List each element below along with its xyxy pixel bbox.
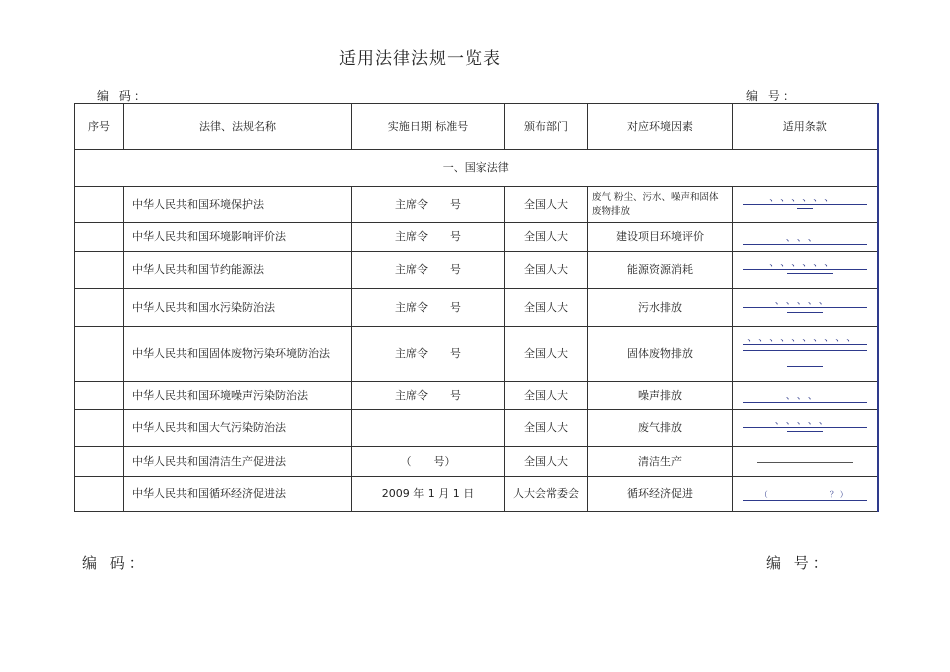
law-name: 中华人民共和国大气污染防治法: [124, 410, 352, 447]
law-clause: [733, 447, 878, 477]
law-clause: [733, 223, 878, 252]
clause-underline: [787, 431, 823, 432]
law-name: 中华人民共和国环境保护法: [124, 187, 352, 223]
table-row: [75, 410, 878, 447]
row-index: [75, 477, 124, 512]
clause-marks: 、、、、、: [743, 297, 867, 308]
col-factor-header: 对应环境因素: [588, 104, 733, 150]
law-clause: [733, 252, 878, 289]
law-table: [74, 103, 879, 512]
header-number-label: 编 号：: [746, 89, 798, 103]
law-factor: 循环经济促进: [588, 477, 733, 512]
law-clause: [733, 289, 878, 327]
col-index-header: 序号: [75, 104, 124, 150]
law-name: 中华人民共和国固体废物污染环境防治法: [124, 327, 352, 382]
table-row: [75, 382, 878, 410]
law-date: 2009 年 1 月 1 日: [352, 477, 505, 512]
clause-marks: 、、、、、、: [743, 194, 867, 205]
law-name: 中华人民共和国清洁生产促进法: [124, 447, 352, 477]
clause-underline: [757, 462, 853, 463]
law-name: 中华人民共和国环境噪声污染防治法: [124, 382, 352, 410]
law-dept: 全国人大: [505, 382, 588, 410]
law-clause: [733, 187, 878, 223]
col-date-header: 实施日期 标准号: [352, 104, 505, 150]
clause-underline: [787, 312, 823, 313]
law-date: 主席令 号: [352, 382, 505, 410]
law-dept: 全国人大: [505, 327, 588, 382]
law-name: 中华人民共和国节约能源法: [124, 252, 352, 289]
table-row: [75, 447, 878, 477]
table-row: [75, 252, 878, 289]
section-title: 一、国家法律: [75, 150, 878, 187]
law-dept: 全国人大: [505, 252, 588, 289]
law-date: （ 号）: [352, 447, 505, 477]
law-factor: 清洁生产: [588, 447, 733, 477]
law-factor: 建设项目环境评价: [588, 223, 733, 252]
table-row: [75, 187, 878, 223]
row-index: [75, 410, 124, 447]
law-dept: 全国人大: [505, 223, 588, 252]
section-row: [75, 150, 878, 187]
row-index: [75, 327, 124, 382]
law-date: 主席令 号: [352, 327, 505, 382]
law-date: 主席令 号: [352, 223, 505, 252]
law-date: 主席令 号: [352, 252, 505, 289]
col-name-header: 法律、法规名称: [124, 104, 352, 150]
clause-underline: [797, 208, 813, 209]
law-name: 中华人民共和国循环经济促进法: [124, 477, 352, 512]
law-dept: 全国人大: [505, 187, 588, 223]
law-clause: [733, 477, 878, 512]
law-name: 中华人民共和国环境影响评价法: [124, 223, 352, 252]
law-dept: 人大会常委会: [505, 477, 588, 512]
law-name: 中华人民共和国水污染防治法: [124, 289, 352, 327]
table-row: [75, 477, 878, 512]
row-index: [75, 382, 124, 410]
law-date: 主席令 号: [352, 187, 505, 223]
law-factor: 废气排放: [588, 410, 733, 447]
row-index: [75, 252, 124, 289]
clause-marks: 、、、、、、: [743, 259, 867, 270]
law-factor: 固体废物排放: [588, 327, 733, 382]
law-clause: [733, 327, 878, 382]
row-index: [75, 447, 124, 477]
law-factor: 能源资源消耗: [588, 252, 733, 289]
table-row: [75, 327, 878, 382]
row-index: [75, 289, 124, 327]
footer-number-label: 编 号：: [766, 554, 832, 572]
law-date: [352, 410, 505, 447]
law-factor: 废气 粉尘、污水、噪声和固体废物排放: [588, 187, 733, 223]
clause-underline: [743, 350, 867, 351]
row-index: [75, 187, 124, 223]
clause-underline: [787, 273, 833, 274]
clause-marks: 、、、、、、、、、、: [743, 334, 867, 345]
col-dept-header: 颁布部门: [505, 104, 588, 150]
clause-marks: 、、、: [743, 234, 867, 245]
law-factor: 污水排放: [588, 289, 733, 327]
law-dept: 全国人大: [505, 447, 588, 477]
clause-underline: [787, 366, 823, 367]
table-row: [75, 289, 878, 327]
page-title: 适用法律法规一览表: [339, 49, 501, 69]
col-clause-header: 适用条款: [733, 104, 878, 150]
table-header-row: [75, 104, 878, 150]
law-factor: 噪声排放: [588, 382, 733, 410]
footer-code-label: 编 码：: [82, 554, 148, 572]
clause-marks: （ ？）: [743, 490, 867, 501]
law-date: 主席令 号: [352, 289, 505, 327]
law-dept: 全国人大: [505, 289, 588, 327]
row-index: [75, 223, 124, 252]
law-clause: [733, 410, 878, 447]
header-code-label: 编 码：: [97, 89, 149, 103]
clause-marks: 、、、、、: [743, 417, 867, 428]
law-clause: [733, 382, 878, 410]
law-dept: 全国人大: [505, 410, 588, 447]
clause-marks: 、、、: [743, 392, 867, 403]
table-row: [75, 223, 878, 252]
